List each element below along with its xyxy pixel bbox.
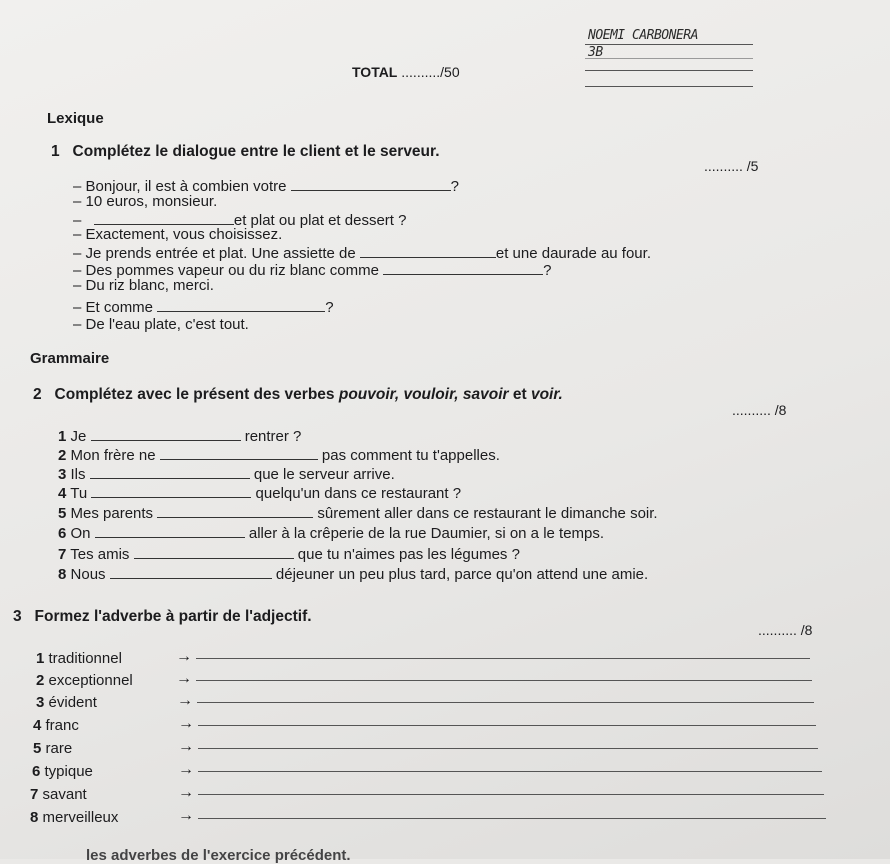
handwritten-class: 3B — [588, 45, 603, 60]
dialogue-line-1: – Bonjour, il est à combien votre ? — [73, 178, 459, 195]
adjective-item-6: 6 typique — [32, 763, 93, 780]
section-title-grammaire: Grammaire — [30, 350, 110, 367]
adjective-item-8: 8 merveilleux — [30, 809, 119, 826]
verb-item-6: 6 On aller à la crêperie de la rue Daumier, si on a le temps. — [58, 525, 605, 542]
dialogue-line-8: – Et comme ? — [73, 299, 334, 316]
arrow-icon: → — [177, 692, 193, 709]
arrow-icon: → — [178, 761, 194, 778]
answer-line[interactable] — [196, 680, 812, 681]
verb-item-7: 7 Tes amis que tu n'aimes pas les légumes ? — [58, 546, 520, 563]
section-title-lexique: Lexique — [47, 110, 104, 127]
exercise-3-score: .......... /8 — [758, 622, 813, 638]
exercise-1-score: .......... /5 — [704, 158, 759, 174]
answer-blank[interactable] — [291, 176, 451, 191]
blank-line-1 — [585, 70, 753, 71]
answer-blank[interactable] — [91, 483, 251, 498]
class-line — [585, 58, 753, 59]
verb-item-4: 4 Tu quelqu'un dans ce restaurant ? — [58, 485, 462, 502]
answer-blank[interactable] — [110, 564, 272, 579]
exercise-1-instruction: 1 Complétez le dialogue entre le client et le serveur. — [51, 143, 440, 160]
total-score: TOTAL ........../50 — [352, 64, 460, 80]
answer-blank[interactable] — [94, 210, 234, 225]
answer-blank[interactable] — [157, 503, 313, 518]
dialogue-line-9: – De l'eau plate, c'est tout. — [73, 316, 249, 333]
dialogue-line-7: – Du riz blanc, merci. — [73, 277, 214, 294]
adjective-item-3: 3 évident — [36, 694, 97, 711]
arrow-icon: → — [178, 715, 194, 732]
adjective-item-1: 1 traditionnel — [36, 650, 122, 667]
adjective-item-2: 2 exceptionnel — [36, 672, 133, 689]
verb-item-8: 8 Nous déjeuner un peu plus tard, parce qu'on attend une amie. — [58, 566, 649, 583]
adjective-item-5: 5 rare — [33, 740, 73, 757]
answer-blank[interactable] — [160, 445, 318, 460]
answer-line[interactable] — [198, 725, 816, 726]
name-line — [585, 44, 753, 45]
footer-partial-text: les adverbes de l'exercice précédent. — [86, 847, 351, 864]
dialogue-line-4: – Exactement, vous choisissez. — [73, 226, 283, 243]
dialogue-line-3: – et plat ou plat et dessert ? — [73, 212, 407, 229]
answer-blank[interactable] — [95, 523, 245, 538]
answer-blank[interactable] — [134, 544, 294, 559]
answer-blank[interactable] — [90, 464, 250, 479]
verb-item-1: 1 Je rentrer ? — [58, 428, 302, 445]
answer-blank[interactable] — [360, 243, 496, 258]
dialogue-line-5: – Je prends entrée et plat. Une assiette de et une daurade au four. — [73, 245, 651, 262]
arrow-icon: → — [178, 738, 194, 755]
arrow-icon: → — [178, 807, 194, 824]
answer-line[interactable] — [197, 702, 814, 703]
answer-line[interactable] — [198, 794, 824, 795]
answer-line[interactable] — [198, 748, 818, 749]
answer-blank[interactable] — [383, 260, 543, 275]
dialogue-line-6: – Des pommes vapeur ou du riz blanc comme ? — [73, 262, 552, 279]
verb-item-2: 2 Mon frère ne pas comment tu t'appelles. — [58, 447, 500, 464]
answer-line[interactable] — [198, 818, 826, 819]
exercise-2-score: .......... /8 — [732, 402, 787, 418]
verb-item-3: 3 Ils que le serveur arrive. — [58, 466, 395, 483]
verb-item-5: 5 Mes parents sûrement aller dans ce restaurant le dimanche soir. — [58, 505, 658, 522]
answer-line[interactable] — [198, 771, 822, 772]
arrow-icon: → — [178, 784, 194, 801]
exercise-2-instruction: 2 Complétez avec le présent des verbes pouvoir, vouloir, savoir et voir. — [33, 386, 563, 403]
arrow-icon: → — [176, 670, 192, 687]
arrow-icon: → — [176, 648, 192, 665]
handwritten-name: NOEMI CARBONERA — [588, 28, 698, 43]
exercise-3-instruction: 3 Formez l'adverbe à partir de l'adjectif. — [13, 608, 312, 625]
blank-line-2 — [585, 86, 753, 87]
adjective-item-7: 7 savant — [30, 786, 87, 803]
answer-blank[interactable] — [157, 297, 325, 312]
dialogue-line-2: – 10 euros, monsieur. — [73, 193, 218, 210]
answer-line[interactable] — [196, 658, 810, 659]
adjective-item-4: 4 franc — [33, 717, 79, 734]
answer-blank[interactable] — [91, 426, 241, 441]
